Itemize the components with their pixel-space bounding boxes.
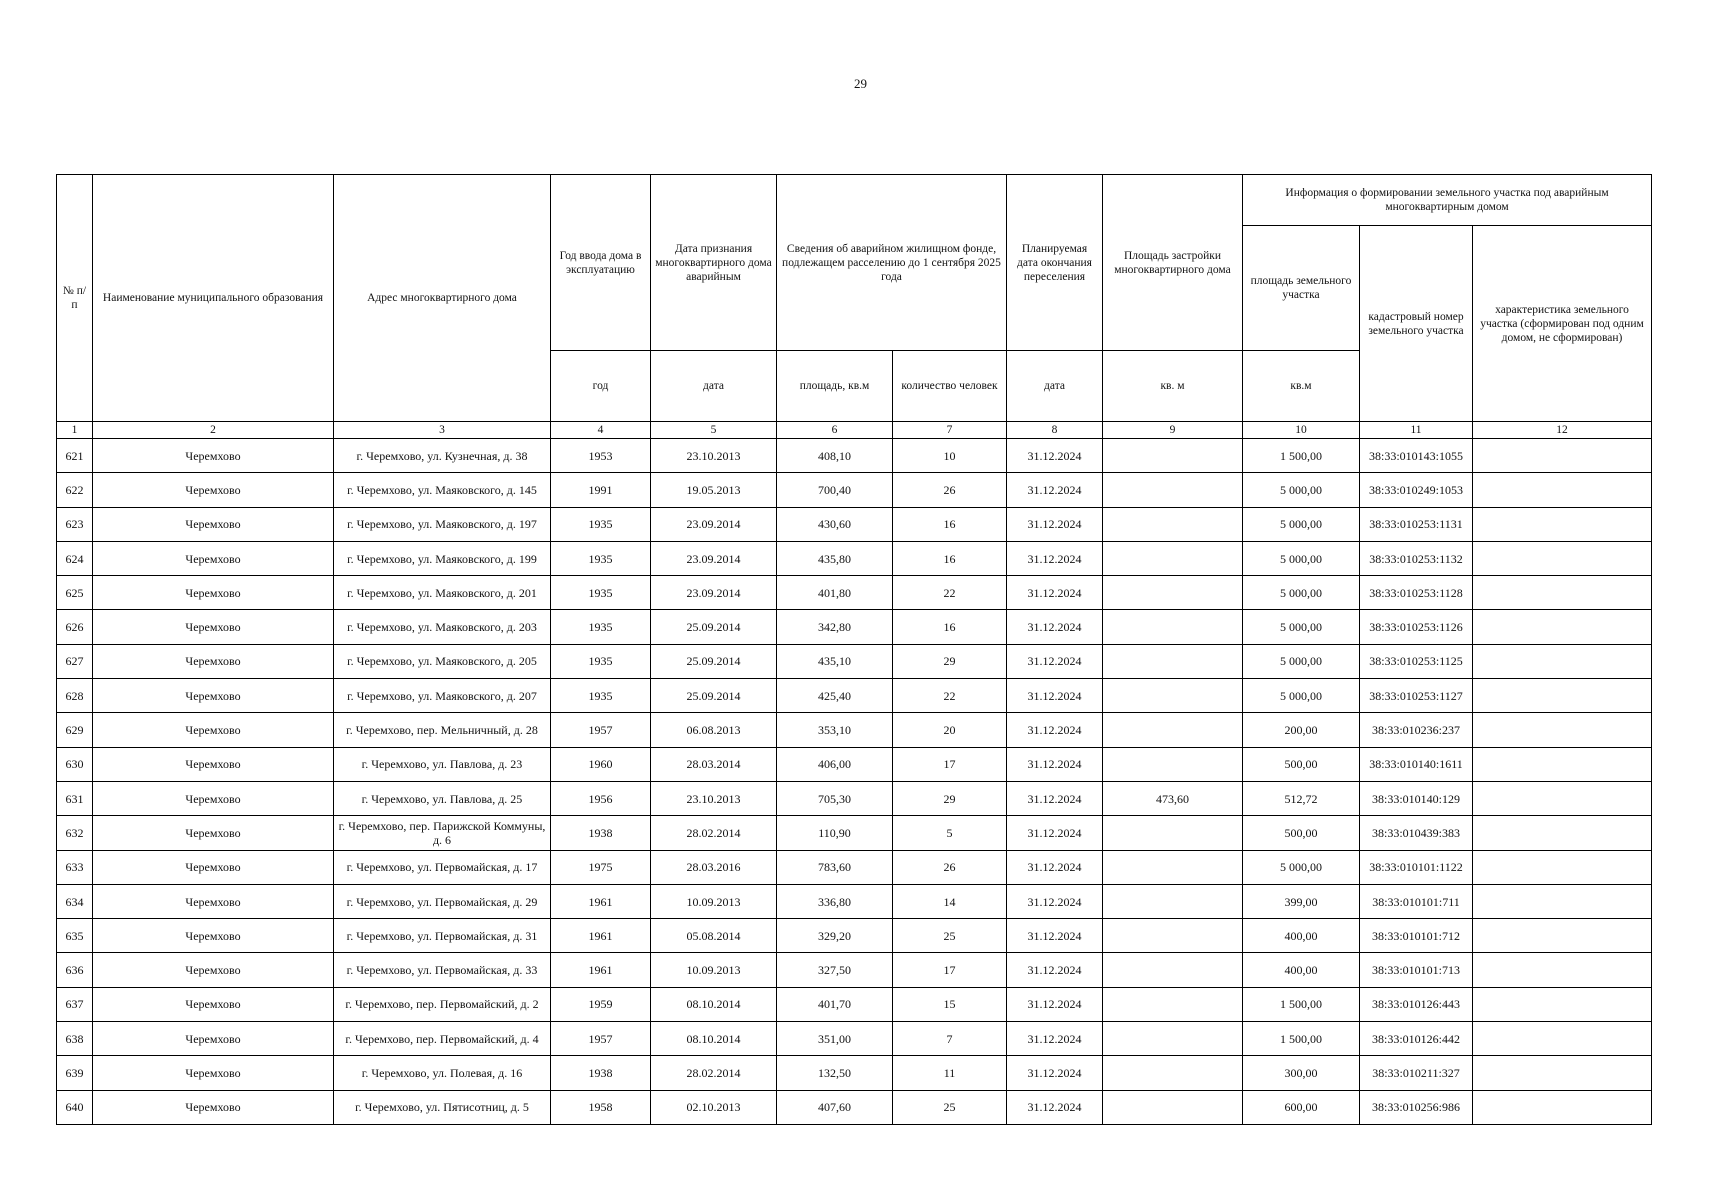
people-count-cell: 22 bbox=[893, 679, 1007, 713]
address-cell: г. Черемхово, ул. Пятисотниц, д. 5 bbox=[334, 1090, 551, 1124]
unit-people: количество человек bbox=[893, 351, 1007, 422]
row-number: 627 bbox=[57, 644, 93, 678]
header-planned-date: Планируемая дата окончания переселения bbox=[1007, 175, 1103, 351]
planned-date-cell: 31.12.2024 bbox=[1007, 1090, 1103, 1124]
table-row bbox=[57, 610, 1652, 644]
table-body bbox=[57, 439, 1652, 1125]
land-area-cell: 200,00 bbox=[1243, 713, 1360, 747]
header-year-built: Год ввода дома в эксплуатацию bbox=[551, 175, 651, 351]
building-area-cell bbox=[1103, 953, 1243, 987]
land-area-cell: 500,00 bbox=[1243, 816, 1360, 850]
column-number: 6 bbox=[777, 422, 893, 439]
land-characteristic-cell bbox=[1473, 610, 1652, 644]
land-characteristic-cell bbox=[1473, 1022, 1652, 1056]
table-row bbox=[57, 1022, 1652, 1056]
year-cell: 1956 bbox=[551, 781, 651, 815]
area-cell: 705,30 bbox=[777, 781, 893, 815]
area-cell: 430,60 bbox=[777, 507, 893, 541]
table-row bbox=[57, 541, 1652, 575]
row-number: 626 bbox=[57, 610, 93, 644]
municipality-cell: Черемхово bbox=[93, 747, 334, 781]
land-characteristic-cell bbox=[1473, 541, 1652, 575]
people-count-cell: 25 bbox=[893, 919, 1007, 953]
row-number: 633 bbox=[57, 850, 93, 884]
people-count-cell: 16 bbox=[893, 541, 1007, 575]
column-number: 10 bbox=[1243, 422, 1360, 439]
recognition-date-cell: 08.10.2014 bbox=[651, 987, 777, 1021]
recognition-date-cell: 10.09.2013 bbox=[651, 953, 777, 987]
land-area-cell: 500,00 bbox=[1243, 747, 1360, 781]
planned-date-cell: 31.12.2024 bbox=[1007, 644, 1103, 678]
recognition-date-cell: 23.09.2014 bbox=[651, 541, 777, 575]
header-recognition-date: Дата признания многоквартирного дома аварийным bbox=[651, 175, 777, 351]
cadastral-number-cell: 38:33:010439:383 bbox=[1360, 816, 1473, 850]
address-cell: г. Черемхово, ул. Маяковского, д. 199 bbox=[334, 541, 551, 575]
year-cell: 1957 bbox=[551, 1022, 651, 1056]
planned-date-cell: 31.12.2024 bbox=[1007, 850, 1103, 884]
people-count-cell: 16 bbox=[893, 507, 1007, 541]
recognition-date-cell: 28.03.2014 bbox=[651, 747, 777, 781]
people-count-cell: 7 bbox=[893, 1022, 1007, 1056]
recognition-date-cell: 23.09.2014 bbox=[651, 507, 777, 541]
address-cell: г. Черемхово, ул. Павлова, д. 23 bbox=[334, 747, 551, 781]
building-area-cell bbox=[1103, 713, 1243, 747]
land-characteristic-cell bbox=[1473, 747, 1652, 781]
people-count-cell: 29 bbox=[893, 644, 1007, 678]
planned-date-cell: 31.12.2024 bbox=[1007, 987, 1103, 1021]
people-count-cell: 29 bbox=[893, 781, 1007, 815]
people-count-cell: 17 bbox=[893, 953, 1007, 987]
cadastral-number-cell: 38:33:010140:1611 bbox=[1360, 747, 1473, 781]
building-area-cell: 473,60 bbox=[1103, 781, 1243, 815]
row-number: 639 bbox=[57, 1056, 93, 1090]
address-cell: г. Черемхово, ул. Первомайская, д. 33 bbox=[334, 953, 551, 987]
people-count-cell: 14 bbox=[893, 884, 1007, 918]
table-row bbox=[57, 713, 1652, 747]
municipality-cell: Черемхово bbox=[93, 439, 334, 473]
municipality-cell: Черемхово bbox=[93, 644, 334, 678]
recognition-date-cell: 25.09.2014 bbox=[651, 644, 777, 678]
recognition-date-cell: 19.05.2013 bbox=[651, 473, 777, 507]
table-row bbox=[57, 576, 1652, 610]
municipality-cell: Черемхово bbox=[93, 781, 334, 815]
land-characteristic-cell bbox=[1473, 919, 1652, 953]
recognition-date-cell: 05.08.2014 bbox=[651, 919, 777, 953]
header-land-area: площадь земельного участка bbox=[1243, 226, 1360, 351]
table-row bbox=[57, 679, 1652, 713]
recognition-date-cell: 28.02.2014 bbox=[651, 816, 777, 850]
area-cell: 353,10 bbox=[777, 713, 893, 747]
cadastral-number-cell: 38:33:010101:713 bbox=[1360, 953, 1473, 987]
land-area-cell: 5 000,00 bbox=[1243, 679, 1360, 713]
area-cell: 351,00 bbox=[777, 1022, 893, 1056]
planned-date-cell: 31.12.2024 bbox=[1007, 439, 1103, 473]
planned-date-cell: 31.12.2024 bbox=[1007, 507, 1103, 541]
municipality-cell: Черемхово bbox=[93, 816, 334, 850]
municipality-cell: Черемхово bbox=[93, 953, 334, 987]
municipality-cell: Черемхово bbox=[93, 1090, 334, 1124]
cadastral-number-cell: 38:33:010140:129 bbox=[1360, 781, 1473, 815]
unit-building-sqm: кв. м bbox=[1103, 351, 1243, 422]
land-area-cell: 5 000,00 bbox=[1243, 610, 1360, 644]
municipality-cell: Черемхово bbox=[93, 919, 334, 953]
table-row bbox=[57, 781, 1652, 815]
land-characteristic-cell bbox=[1473, 1090, 1652, 1124]
land-characteristic-cell bbox=[1473, 781, 1652, 815]
land-area-cell: 1 500,00 bbox=[1243, 439, 1360, 473]
address-cell: г. Черемхово, ул. Маяковского, д. 145 bbox=[334, 473, 551, 507]
year-cell: 1953 bbox=[551, 439, 651, 473]
area-cell: 336,80 bbox=[777, 884, 893, 918]
address-cell: г. Черемхово, ул. Полевая, д. 16 bbox=[334, 1056, 551, 1090]
people-count-cell: 22 bbox=[893, 576, 1007, 610]
table-row bbox=[57, 850, 1652, 884]
building-area-cell bbox=[1103, 850, 1243, 884]
year-cell: 1975 bbox=[551, 850, 651, 884]
building-area-cell bbox=[1103, 816, 1243, 850]
cadastral-number-cell: 38:33:010211:327 bbox=[1360, 1056, 1473, 1090]
row-number: 630 bbox=[57, 747, 93, 781]
planned-date-cell: 31.12.2024 bbox=[1007, 884, 1103, 918]
column-number: 8 bbox=[1007, 422, 1103, 439]
recognition-date-cell: 10.09.2013 bbox=[651, 884, 777, 918]
recognition-date-cell: 28.02.2014 bbox=[651, 1056, 777, 1090]
row-number: 629 bbox=[57, 713, 93, 747]
row-number: 631 bbox=[57, 781, 93, 815]
area-cell: 329,20 bbox=[777, 919, 893, 953]
people-count-cell: 11 bbox=[893, 1056, 1007, 1090]
municipality-cell: Черемхово bbox=[93, 850, 334, 884]
people-count-cell: 15 bbox=[893, 987, 1007, 1021]
land-area-cell: 5 000,00 bbox=[1243, 644, 1360, 678]
land-area-cell: 600,00 bbox=[1243, 1090, 1360, 1124]
municipality-cell: Черемхово bbox=[93, 576, 334, 610]
row-number: 623 bbox=[57, 507, 93, 541]
year-cell: 1938 bbox=[551, 816, 651, 850]
area-cell: 342,80 bbox=[777, 610, 893, 644]
area-cell: 406,00 bbox=[777, 747, 893, 781]
building-area-cell bbox=[1103, 1022, 1243, 1056]
recognition-date-cell: 28.03.2016 bbox=[651, 850, 777, 884]
building-area-cell bbox=[1103, 507, 1243, 541]
header-municipality: Наименование муниципального образования bbox=[93, 175, 334, 422]
land-area-cell: 5 000,00 bbox=[1243, 473, 1360, 507]
area-cell: 435,10 bbox=[777, 644, 893, 678]
row-number: 624 bbox=[57, 541, 93, 575]
year-cell: 1935 bbox=[551, 610, 651, 644]
column-number: 11 bbox=[1360, 422, 1473, 439]
row-number: 628 bbox=[57, 679, 93, 713]
municipality-cell: Черемхово bbox=[93, 1056, 334, 1090]
address-cell: г. Черемхово, ул. Маяковского, д. 197 bbox=[334, 507, 551, 541]
unit-area-sqm: площадь, кв.м bbox=[777, 351, 893, 422]
table-row bbox=[57, 987, 1652, 1021]
cadastral-number-cell: 38:33:010253:1126 bbox=[1360, 610, 1473, 644]
municipality-cell: Черемхово bbox=[93, 507, 334, 541]
table-row bbox=[57, 953, 1652, 987]
municipality-cell: Черемхово bbox=[93, 713, 334, 747]
land-area-cell: 5 000,00 bbox=[1243, 576, 1360, 610]
land-characteristic-cell bbox=[1473, 884, 1652, 918]
row-number: 640 bbox=[57, 1090, 93, 1124]
table-row bbox=[57, 747, 1652, 781]
cadastral-number-cell: 38:33:010253:1125 bbox=[1360, 644, 1473, 678]
municipality-cell: Черемхово bbox=[93, 679, 334, 713]
table-row bbox=[57, 816, 1652, 850]
land-characteristic-cell bbox=[1473, 953, 1652, 987]
row-number: 632 bbox=[57, 816, 93, 850]
table-row bbox=[57, 1090, 1652, 1124]
cadastral-number-cell: 38:33:010253:1128 bbox=[1360, 576, 1473, 610]
unit-planned-date: дата bbox=[1007, 351, 1103, 422]
year-cell: 1935 bbox=[551, 644, 651, 678]
land-characteristic-cell bbox=[1473, 987, 1652, 1021]
address-cell: г. Черемхово, ул. Кузнечная, д. 38 bbox=[334, 439, 551, 473]
cadastral-number-cell: 38:33:010126:443 bbox=[1360, 987, 1473, 1021]
building-area-cell bbox=[1103, 679, 1243, 713]
recognition-date-cell: 25.09.2014 bbox=[651, 679, 777, 713]
building-area-cell bbox=[1103, 610, 1243, 644]
planned-date-cell: 31.12.2024 bbox=[1007, 473, 1103, 507]
unit-year: год bbox=[551, 351, 651, 422]
address-cell: г. Черемхово, ул. Первомайская, д. 31 bbox=[334, 919, 551, 953]
area-cell: 407,60 bbox=[777, 1090, 893, 1124]
building-area-cell bbox=[1103, 644, 1243, 678]
column-number: 1 bbox=[57, 422, 93, 439]
cadastral-number-cell: 38:33:010256:986 bbox=[1360, 1090, 1473, 1124]
year-cell: 1935 bbox=[551, 541, 651, 575]
municipality-cell: Черемхово bbox=[93, 541, 334, 575]
table-row bbox=[57, 1056, 1652, 1090]
table-row bbox=[57, 473, 1652, 507]
municipality-cell: Черемхово bbox=[93, 473, 334, 507]
year-cell: 1935 bbox=[551, 679, 651, 713]
area-cell: 401,70 bbox=[777, 987, 893, 1021]
area-cell: 783,60 bbox=[777, 850, 893, 884]
planned-date-cell: 31.12.2024 bbox=[1007, 919, 1103, 953]
cadastral-number-cell: 38:33:010101:712 bbox=[1360, 919, 1473, 953]
building-area-cell bbox=[1103, 439, 1243, 473]
area-cell: 425,40 bbox=[777, 679, 893, 713]
people-count-cell: 25 bbox=[893, 1090, 1007, 1124]
column-number: 7 bbox=[893, 422, 1007, 439]
header-building-area: Площадь застройки многоквартирного дома bbox=[1103, 175, 1243, 351]
column-number: 4 bbox=[551, 422, 651, 439]
land-area-cell: 5 000,00 bbox=[1243, 850, 1360, 884]
building-area-cell bbox=[1103, 987, 1243, 1021]
building-area-cell bbox=[1103, 747, 1243, 781]
header-address: Адрес многоквартирного дома bbox=[334, 175, 551, 422]
recognition-date-cell: 02.10.2013 bbox=[651, 1090, 777, 1124]
building-area-cell bbox=[1103, 1090, 1243, 1124]
land-characteristic-cell bbox=[1473, 644, 1652, 678]
column-number: 12 bbox=[1473, 422, 1652, 439]
land-characteristic-cell bbox=[1473, 679, 1652, 713]
year-cell: 1935 bbox=[551, 507, 651, 541]
table-row bbox=[57, 919, 1652, 953]
cadastral-number-cell: 38:33:010101:711 bbox=[1360, 884, 1473, 918]
header-emergency-fund: Сведения об аварийном жилищном фонде, подлежащем расселению до 1 сентября 2025 года bbox=[777, 175, 1007, 351]
recognition-date-cell: 23.10.2013 bbox=[651, 439, 777, 473]
building-area-cell bbox=[1103, 541, 1243, 575]
year-cell: 1958 bbox=[551, 1090, 651, 1124]
recognition-date-cell: 08.10.2014 bbox=[651, 1022, 777, 1056]
cadastral-number-cell: 38:33:010253:1132 bbox=[1360, 541, 1473, 575]
land-characteristic-cell bbox=[1473, 507, 1652, 541]
emergency-housing-table bbox=[56, 174, 1652, 1125]
recognition-date-cell: 25.09.2014 bbox=[651, 610, 777, 644]
planned-date-cell: 31.12.2024 bbox=[1007, 1056, 1103, 1090]
planned-date-cell: 31.12.2024 bbox=[1007, 576, 1103, 610]
land-area-cell: 399,00 bbox=[1243, 884, 1360, 918]
address-cell: г. Черемхово, пер. Мельничный, д. 28 bbox=[334, 713, 551, 747]
page-number: 29 bbox=[854, 76, 867, 91]
people-count-cell: 20 bbox=[893, 713, 1007, 747]
land-area-cell: 512,72 bbox=[1243, 781, 1360, 815]
people-count-cell: 26 bbox=[893, 850, 1007, 884]
year-cell: 1959 bbox=[551, 987, 651, 1021]
municipality-cell: Черемхово bbox=[93, 610, 334, 644]
municipality-cell: Черемхово bbox=[93, 1022, 334, 1056]
table-row bbox=[57, 884, 1652, 918]
people-count-cell: 26 bbox=[893, 473, 1007, 507]
cadastral-number-cell: 38:33:010253:1127 bbox=[1360, 679, 1473, 713]
column-number: 3 bbox=[334, 422, 551, 439]
unit-date: дата bbox=[651, 351, 777, 422]
row-number: 622 bbox=[57, 473, 93, 507]
people-count-cell: 17 bbox=[893, 747, 1007, 781]
cadastral-number-cell: 38:33:010236:237 bbox=[1360, 713, 1473, 747]
land-characteristic-cell bbox=[1473, 576, 1652, 610]
table-row bbox=[57, 439, 1652, 473]
planned-date-cell: 31.12.2024 bbox=[1007, 1022, 1103, 1056]
municipality-cell: Черемхово bbox=[93, 884, 334, 918]
address-cell: г. Черемхово, ул. Маяковского, д. 207 bbox=[334, 679, 551, 713]
land-area-cell: 400,00 bbox=[1243, 953, 1360, 987]
building-area-cell bbox=[1103, 1056, 1243, 1090]
area-cell: 408,10 bbox=[777, 439, 893, 473]
land-area-cell: 300,00 bbox=[1243, 1056, 1360, 1090]
area-cell: 700,40 bbox=[777, 473, 893, 507]
people-count-cell: 16 bbox=[893, 610, 1007, 644]
header-no: № п/п bbox=[57, 175, 93, 422]
land-characteristic-cell bbox=[1473, 439, 1652, 473]
planned-date-cell: 31.12.2024 bbox=[1007, 816, 1103, 850]
column-number: 9 bbox=[1103, 422, 1243, 439]
address-cell: г. Черемхово, ул. Первомайская, д. 17 bbox=[334, 850, 551, 884]
column-number: 2 bbox=[93, 422, 334, 439]
area-cell: 401,80 bbox=[777, 576, 893, 610]
year-cell: 1935 bbox=[551, 576, 651, 610]
people-count-cell: 10 bbox=[893, 439, 1007, 473]
land-characteristic-cell bbox=[1473, 816, 1652, 850]
address-cell: г. Черемхово, ул. Первомайская, д. 29 bbox=[334, 884, 551, 918]
land-characteristic-cell bbox=[1473, 850, 1652, 884]
land-characteristic-cell bbox=[1473, 1056, 1652, 1090]
address-cell: г. Черемхово, ул. Маяковского, д. 201 bbox=[334, 576, 551, 610]
planned-date-cell: 31.12.2024 bbox=[1007, 610, 1103, 644]
address-cell: г. Черемхово, ул. Павлова, д. 25 bbox=[334, 781, 551, 815]
table-row bbox=[57, 507, 1652, 541]
unit-land-sqm: кв.м bbox=[1243, 351, 1360, 422]
header-cadastral: кадастровый номер земельного участка bbox=[1360, 226, 1473, 422]
header-land-characteristic: характеристика земельного участка (сформирован под одним домом, не сформирован) bbox=[1473, 226, 1652, 422]
table-row bbox=[57, 644, 1652, 678]
planned-date-cell: 31.12.2024 bbox=[1007, 781, 1103, 815]
building-area-cell bbox=[1103, 576, 1243, 610]
area-cell: 327,50 bbox=[777, 953, 893, 987]
address-cell: г. Черемхово, ул. Маяковского, д. 203 bbox=[334, 610, 551, 644]
row-number: 637 bbox=[57, 987, 93, 1021]
people-count-cell: 5 bbox=[893, 816, 1007, 850]
land-area-cell: 400,00 bbox=[1243, 919, 1360, 953]
cadastral-number-cell: 38:33:010101:1122 bbox=[1360, 850, 1473, 884]
land-area-cell: 5 000,00 bbox=[1243, 541, 1360, 575]
recognition-date-cell: 06.08.2013 bbox=[651, 713, 777, 747]
building-area-cell bbox=[1103, 473, 1243, 507]
column-number: 5 bbox=[651, 422, 777, 439]
address-cell: г. Черемхово, пер. Первомайский, д. 4 bbox=[334, 1022, 551, 1056]
land-characteristic-cell bbox=[1473, 713, 1652, 747]
year-cell: 1957 bbox=[551, 713, 651, 747]
building-area-cell bbox=[1103, 884, 1243, 918]
land-characteristic-cell bbox=[1473, 473, 1652, 507]
row-number: 621 bbox=[57, 439, 93, 473]
address-cell: г. Черемхово, ул. Маяковского, д. 205 bbox=[334, 644, 551, 678]
cadastral-number-cell: 38:33:010143:1055 bbox=[1360, 439, 1473, 473]
row-number: 634 bbox=[57, 884, 93, 918]
year-cell: 1938 bbox=[551, 1056, 651, 1090]
cadastral-number-cell: 38:33:010253:1131 bbox=[1360, 507, 1473, 541]
land-area-cell: 5 000,00 bbox=[1243, 507, 1360, 541]
recognition-date-cell: 23.09.2014 bbox=[651, 576, 777, 610]
area-cell: 132,50 bbox=[777, 1056, 893, 1090]
header-land-info: Информация о формировании земельного участка под аварийным многоквартирным домом bbox=[1243, 175, 1652, 226]
planned-date-cell: 31.12.2024 bbox=[1007, 953, 1103, 987]
planned-date-cell: 31.12.2024 bbox=[1007, 679, 1103, 713]
planned-date-cell: 31.12.2024 bbox=[1007, 541, 1103, 575]
address-cell: г. Черемхово, пер. Парижской Коммуны, д. 6 bbox=[334, 816, 551, 850]
building-area-cell bbox=[1103, 919, 1243, 953]
cadastral-number-cell: 38:33:010249:1053 bbox=[1360, 473, 1473, 507]
row-number: 635 bbox=[57, 919, 93, 953]
year-cell: 1960 bbox=[551, 747, 651, 781]
year-cell: 1961 bbox=[551, 919, 651, 953]
land-area-cell: 1 500,00 bbox=[1243, 987, 1360, 1021]
municipality-cell: Черемхово bbox=[93, 987, 334, 1021]
address-cell: г. Черемхово, пер. Первомайский, д. 2 bbox=[334, 987, 551, 1021]
land-area-cell: 1 500,00 bbox=[1243, 1022, 1360, 1056]
row-number: 638 bbox=[57, 1022, 93, 1056]
area-cell: 435,80 bbox=[777, 541, 893, 575]
planned-date-cell: 31.12.2024 bbox=[1007, 713, 1103, 747]
row-number: 636 bbox=[57, 953, 93, 987]
year-cell: 1961 bbox=[551, 884, 651, 918]
row-number: 625 bbox=[57, 576, 93, 610]
year-cell: 1961 bbox=[551, 953, 651, 987]
cadastral-number-cell: 38:33:010126:442 bbox=[1360, 1022, 1473, 1056]
recognition-date-cell: 23.10.2013 bbox=[651, 781, 777, 815]
area-cell: 110,90 bbox=[777, 816, 893, 850]
year-cell: 1991 bbox=[551, 473, 651, 507]
planned-date-cell: 31.12.2024 bbox=[1007, 747, 1103, 781]
